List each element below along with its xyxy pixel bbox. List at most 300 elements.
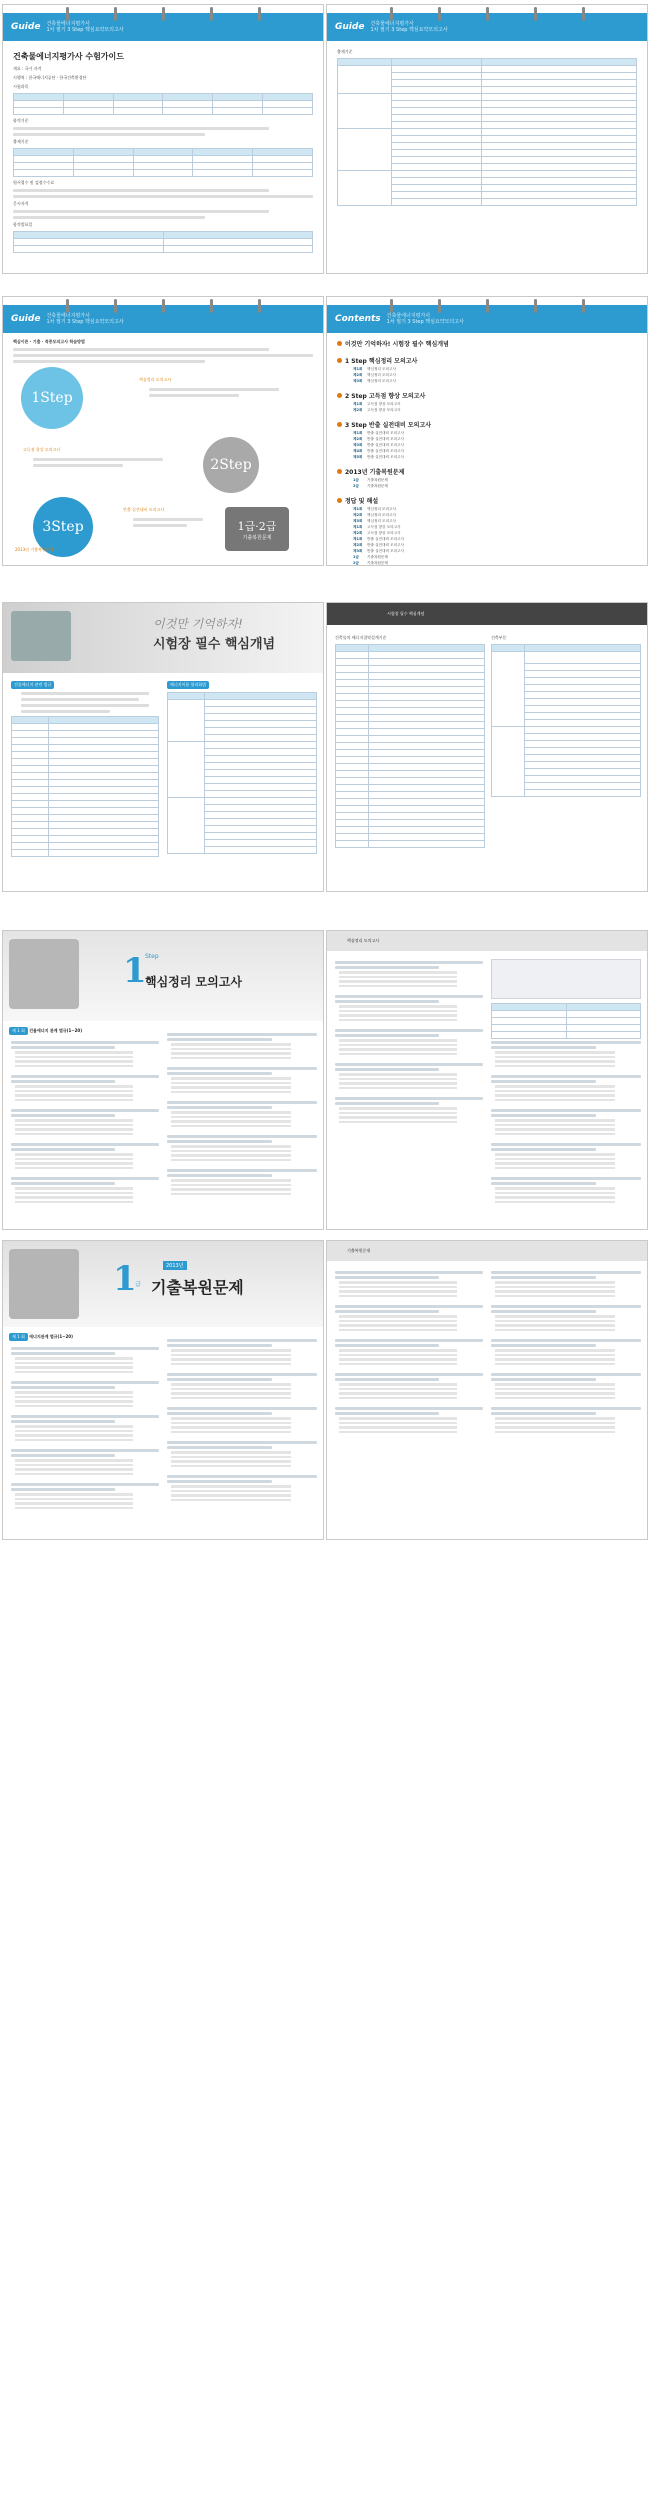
toc-entry[interactable] <box>353 402 621 407</box>
answer-option <box>15 1459 133 1462</box>
step1-circle: 1Step <box>21 367 83 429</box>
answer-option <box>495 1192 615 1195</box>
question-block <box>335 995 483 1021</box>
answer-option <box>15 1391 133 1394</box>
answer-option <box>171 1125 291 1128</box>
question-column <box>491 1041 641 1203</box>
question-block <box>11 1347 159 1373</box>
answer-option <box>15 1425 133 1428</box>
question-block <box>167 1339 317 1365</box>
question-block <box>167 1169 317 1195</box>
toc-entry-number: 제3회 <box>353 443 363 447</box>
toc-entry[interactable] <box>353 431 621 436</box>
toc-entry-number: 제2회 <box>353 437 363 441</box>
answer-option <box>15 1153 133 1156</box>
answer-option <box>171 1422 291 1425</box>
answer-option <box>339 1019 457 1022</box>
section-tag: 건물에너지 관련 법규 <box>11 681 54 689</box>
answer-option <box>339 1295 457 1298</box>
guide-logo: Guide <box>11 22 41 32</box>
toc-entry-title: 핵심정리 모의고사 <box>367 519 396 523</box>
toc-section[interactable] <box>337 339 637 348</box>
answer-option <box>495 1281 615 1284</box>
contents-logo: Contents <box>335 314 381 324</box>
answer-option <box>15 1065 133 1068</box>
answer-option <box>15 1439 133 1442</box>
answer-option <box>171 1388 291 1391</box>
toc-entry[interactable] <box>353 549 621 554</box>
page-past-right <box>326 1240 648 1540</box>
answer-option <box>171 1358 291 1361</box>
toc-entry[interactable] <box>353 373 621 378</box>
answer-option <box>15 1434 133 1437</box>
question-column <box>491 1269 641 1441</box>
answer-table <box>491 1003 641 1039</box>
answer-option <box>171 1145 291 1148</box>
toc-entry-number: 제2회 <box>353 531 363 535</box>
question-column <box>335 1269 483 1441</box>
core-table-3 <box>335 644 485 848</box>
page-core-right <box>326 602 648 892</box>
answer-option <box>339 1320 457 1323</box>
question-block <box>335 1407 483 1433</box>
toc-entry-number: 제5회 <box>353 455 363 459</box>
header-subtitle: 건축물에너지평가사 <box>386 313 431 319</box>
bullet-icon <box>337 498 342 503</box>
toc-section-title: 1 Step 핵심정리 모의고사 <box>345 358 418 365</box>
answer-option <box>339 1044 457 1047</box>
mock-title: 핵심정리 모의고사 <box>145 975 242 989</box>
toc-entry-number: 제1회 <box>353 537 363 541</box>
answer-option <box>15 1119 133 1122</box>
answer-option <box>15 1090 133 1093</box>
answer-option <box>339 1431 457 1434</box>
answer-option <box>15 1094 133 1097</box>
answer-option <box>495 1153 615 1156</box>
toc-entry-title: 핵심정리 모의고사 <box>367 373 396 377</box>
question-block <box>11 1109 159 1135</box>
answer-option <box>495 1201 615 1204</box>
toc-entry[interactable] <box>353 507 621 512</box>
spread-past-exam <box>2 1240 648 1540</box>
answer-option <box>495 1383 615 1386</box>
question-block <box>167 1407 317 1433</box>
answer-option <box>15 1473 133 1476</box>
guide-item: 출제기준 <box>13 139 29 144</box>
answer-option <box>339 1073 457 1076</box>
answer-option <box>495 1315 615 1318</box>
schedule-table <box>13 231 313 253</box>
question-block <box>491 1177 641 1203</box>
question-block <box>335 1063 483 1089</box>
toc-entry-number: 제2회 <box>353 408 363 412</box>
answer-option <box>171 1188 291 1191</box>
question-column <box>11 1345 159 1517</box>
answer-option <box>171 1150 291 1153</box>
answer-option <box>339 1281 457 1284</box>
answer-option <box>171 1193 291 1196</box>
answer-option <box>339 1121 457 1124</box>
answer-option <box>15 1124 133 1127</box>
answer-option <box>171 1077 291 1080</box>
answer-option <box>15 1362 133 1365</box>
answer-option <box>171 1465 291 1468</box>
answer-option <box>15 1158 133 1161</box>
answer-option <box>339 1383 457 1386</box>
toc-section[interactable] <box>337 356 637 365</box>
toc-section[interactable] <box>337 420 637 429</box>
header-subtitle-2: 1차 필기 3 Step 핵심요약모의고사 <box>46 319 124 325</box>
bullet-icon <box>337 358 342 363</box>
answer-option <box>171 1159 291 1162</box>
answer-option <box>339 1112 457 1115</box>
answer-option <box>339 1039 457 1042</box>
toc-entry[interactable] <box>353 449 621 454</box>
toc-entry[interactable] <box>353 555 621 560</box>
question-column <box>167 1031 317 1203</box>
answer-option <box>495 1051 615 1054</box>
question-block <box>491 1407 641 1433</box>
answer-option <box>495 1295 615 1298</box>
question-block <box>491 1109 641 1135</box>
answer-option <box>495 1324 615 1327</box>
table-heading: 건축물의 에너지절약설계기준 <box>335 635 387 640</box>
toc-entry-title: 기출복원문제 <box>367 478 388 482</box>
notice: 합격발표일 <box>13 222 33 227</box>
step-word: Step <box>145 953 159 960</box>
banner-image <box>11 611 71 661</box>
answer-option <box>339 1014 457 1017</box>
toc-entry-number: 2급 <box>353 561 359 565</box>
answer-option <box>495 1187 615 1190</box>
answer-option <box>15 1051 133 1054</box>
toc-entry[interactable] <box>353 478 621 483</box>
answer-option <box>171 1043 291 1046</box>
toc-entry-title: 반출 실전대비 모의고사 <box>367 449 404 453</box>
answer-option <box>339 1315 457 1318</box>
question-block <box>167 1135 317 1161</box>
guide-item: 합격기준 <box>13 118 29 123</box>
answer-option <box>339 985 457 988</box>
toc-section[interactable] <box>337 391 637 400</box>
toc-section[interactable] <box>337 496 637 505</box>
question-block <box>11 1415 159 1441</box>
answer-option <box>495 1290 615 1293</box>
toc-entry-number: 제3회 <box>353 519 363 523</box>
toc-entry-number: 제2회 <box>353 543 363 547</box>
notice: 응시자격 <box>13 201 29 206</box>
answer-option <box>495 1358 615 1361</box>
guide-item: 개요 : 국가 자격 <box>13 66 42 71</box>
answer-option <box>495 1090 615 1093</box>
toc-entry-number: 제2회 <box>353 513 363 517</box>
toc-entry-number: 제1회 <box>353 367 363 371</box>
toc-entry[interactable] <box>353 525 621 530</box>
toc-entry[interactable] <box>353 513 621 518</box>
page-header <box>327 13 647 41</box>
question-block <box>11 1143 159 1169</box>
answer-option <box>15 1430 133 1433</box>
toc-entry-title: 기출복원문제 <box>367 561 388 565</box>
question-block <box>335 961 483 987</box>
bullet-icon <box>337 422 342 427</box>
answer-option <box>171 1383 291 1386</box>
banner-image <box>9 1249 79 1319</box>
answer-option <box>171 1397 291 1400</box>
step-number: 1 <box>123 951 147 991</box>
past-banner <box>3 1241 323 1327</box>
page-contents <box>326 296 648 566</box>
answer-option <box>15 1099 133 1102</box>
answer-option <box>339 1048 457 1051</box>
step2-circle: 2Step <box>203 437 259 493</box>
page-title: 건축물에너지평가사 수험가이드 <box>13 52 124 61</box>
right-header-title: 시험장 필수 핵심개념 <box>387 611 425 616</box>
answer-option <box>15 1400 133 1403</box>
answer-option <box>495 1099 615 1102</box>
answer-option <box>171 1417 291 1420</box>
criteria-table <box>13 148 313 177</box>
page-mock-right <box>326 930 648 1230</box>
toc-entry-number: 제3회 <box>353 549 363 553</box>
answer-option <box>495 1119 615 1122</box>
question-block <box>167 1373 317 1399</box>
answer-option <box>495 1286 615 1289</box>
answer-option <box>495 1392 615 1395</box>
answer-option <box>495 1133 615 1136</box>
question-block <box>167 1033 317 1059</box>
answer-option <box>339 1010 457 1013</box>
answer-option <box>339 1005 457 1008</box>
answer-option <box>339 1324 457 1327</box>
toc-entry[interactable] <box>353 443 621 448</box>
past-title: 기출복원문제 <box>151 1278 244 1297</box>
question-column <box>11 1039 159 1211</box>
toc-entry[interactable] <box>353 367 621 372</box>
toc-entry-number: 1급 <box>353 555 359 559</box>
header-subtitle: 건축물에너지평가사 <box>46 313 90 319</box>
question-block <box>167 1475 317 1501</box>
question-block <box>167 1441 317 1467</box>
page-guide-left <box>2 4 324 274</box>
answer-option <box>171 1354 291 1357</box>
answer-option <box>495 1363 615 1366</box>
spread-steps-contents <box>2 296 648 566</box>
section-title: 건물에너지 관계 법규(1~20) <box>29 1028 83 1033</box>
answer-option <box>15 1162 133 1165</box>
header-subtitle: 건축물에너지평가사 <box>46 21 90 27</box>
question-column <box>167 1337 317 1509</box>
grade-number: 1 <box>113 1259 137 1299</box>
toc-entry[interactable] <box>353 408 621 413</box>
core-table-2 <box>167 692 317 854</box>
core-table-1 <box>11 716 159 857</box>
answer-option <box>495 1124 615 1127</box>
answer-option <box>171 1086 291 1089</box>
toc-entry[interactable] <box>353 379 621 384</box>
answer-option <box>339 1349 457 1352</box>
step1-label: 핵심정리 모의고사 <box>139 377 172 382</box>
toc-entry-title: 반출 실전대비 모의고사 <box>367 431 404 435</box>
light-header <box>327 931 647 951</box>
page-mock-left <box>2 930 324 1230</box>
toc-entry-title: 반출 실전대비 모의고사 <box>367 549 404 553</box>
answer-option <box>171 1120 291 1123</box>
answer-option <box>495 1085 615 1088</box>
answer-option <box>15 1133 133 1136</box>
answer-option <box>15 1128 133 1131</box>
answer-option <box>495 1196 615 1199</box>
answer-option <box>171 1460 291 1463</box>
question-block <box>491 1041 641 1067</box>
toc-entry-title: 반출 실전대비 모의고사 <box>367 537 404 541</box>
question-block <box>11 1381 159 1407</box>
toc-entry-title: 기출복원문제 <box>367 555 388 559</box>
core-banner <box>3 603 323 673</box>
answer-option <box>339 1417 457 1420</box>
page-header <box>3 305 323 333</box>
question-block <box>11 1449 159 1475</box>
toc-entry-title: 반출 실전대비 모의고사 <box>367 455 404 459</box>
answer-option <box>171 1349 291 1352</box>
answer-option <box>15 1507 133 1510</box>
banner-image <box>9 939 79 1009</box>
answer-option <box>495 1128 615 1131</box>
toc-entry-title: 반출 실전대비 모의고사 <box>367 437 404 441</box>
toc-entry[interactable] <box>353 561 621 566</box>
answer-option <box>495 1056 615 1059</box>
toc-entry-number: 제1회 <box>353 507 363 511</box>
page-core-left <box>2 602 324 892</box>
grade-word: 급 <box>135 1281 141 1288</box>
toc-entry-title: 고득점 향상 모의고사 <box>367 402 401 406</box>
spread-core-concepts <box>2 602 648 892</box>
page-past-left <box>2 1240 324 1540</box>
answer-option <box>15 1357 133 1360</box>
toc-entry-number: 제4회 <box>353 449 363 453</box>
bullet-icon <box>337 393 342 398</box>
toc-entry[interactable] <box>353 455 621 460</box>
mock-banner <box>3 931 323 1021</box>
toc-entry-title: 반출 실전대비 모의고사 <box>367 443 404 447</box>
exam-badge-grade: 1급·2급 <box>237 519 277 533</box>
step3-circle: 3Step <box>33 497 93 557</box>
step2-label: 고득점 향상 모의고사 <box>23 447 61 452</box>
answer-option <box>15 1187 133 1190</box>
question-block <box>335 1029 483 1055</box>
answer-option <box>339 1082 457 1085</box>
question-block <box>11 1483 159 1509</box>
answer-option <box>495 1431 615 1434</box>
page-header <box>327 305 647 333</box>
answer-option <box>171 1057 291 1060</box>
answer-option <box>495 1320 615 1323</box>
answer-option <box>171 1179 291 1182</box>
toc-entry[interactable] <box>353 543 621 548</box>
question-block <box>335 1305 483 1331</box>
answer-option <box>171 1184 291 1187</box>
answer-option <box>171 1111 291 1114</box>
answer-option <box>339 1422 457 1425</box>
question-block <box>335 1373 483 1399</box>
right-header-title: 기출복원문제 <box>347 1248 371 1253</box>
toc-entry-title: 기출복원문제 <box>367 484 388 488</box>
header-subtitle-2: 1차 필기 3 Step 핵심요약모의고사 <box>46 27 124 33</box>
answer-option <box>495 1167 615 1170</box>
answer-option <box>339 1087 457 1090</box>
answer-option <box>495 1158 615 1161</box>
answer-option <box>495 1162 615 1165</box>
toc-section-title: 3 Step 반출 실전대비 모의고사 <box>345 422 432 429</box>
notice: 원서접수 및 검정수수료 <box>13 180 55 185</box>
answer-option <box>171 1392 291 1395</box>
banner-title-2: 시험장 필수 핵심개념 <box>153 637 276 652</box>
toc-entry[interactable] <box>353 484 621 489</box>
year-tag: 2013년 <box>163 1261 187 1270</box>
question-block <box>491 1373 641 1399</box>
answer-option <box>171 1451 291 1454</box>
answer-option <box>171 1091 291 1094</box>
answer-option <box>171 1494 291 1497</box>
question-block <box>335 1097 483 1123</box>
answer-option <box>171 1499 291 1502</box>
answer-option <box>15 1167 133 1170</box>
question-block <box>11 1041 159 1067</box>
question-block <box>335 1339 483 1365</box>
bullet-icon <box>337 341 342 346</box>
answer-option <box>15 1192 133 1195</box>
answer-option <box>495 1388 615 1391</box>
answer-option <box>171 1363 291 1366</box>
toc-entry[interactable] <box>353 519 621 524</box>
answer-option <box>495 1060 615 1063</box>
answer-option <box>171 1052 291 1055</box>
toc-entry[interactable] <box>353 531 621 536</box>
right-header-title: 핵심정리 모의고사 <box>347 938 380 943</box>
answer-option <box>15 1371 133 1374</box>
answer-option <box>339 1116 457 1119</box>
answer-option <box>339 1397 457 1400</box>
round-badge: 제 1 회 <box>9 1333 28 1341</box>
answer-option <box>339 1286 457 1289</box>
question-block <box>167 1101 317 1127</box>
question-block <box>11 1177 159 1203</box>
answer-option <box>339 1329 457 1332</box>
spread-mock-exam <box>2 930 648 1230</box>
guide-item: 출제기준 <box>337 49 353 54</box>
bullet-icon <box>337 469 342 474</box>
answer-option <box>339 971 457 974</box>
question-block <box>167 1067 317 1093</box>
answer-option <box>495 1065 615 1068</box>
guide-logo: Guide <box>335 22 365 32</box>
answer-option <box>171 1048 291 1051</box>
toc-entry-number: 2급 <box>353 484 359 488</box>
guide-item: 시험과목 <box>13 84 29 89</box>
question-block <box>335 1271 483 1297</box>
answer-option <box>495 1329 615 1332</box>
toc-entry-number: 제2회 <box>353 373 363 377</box>
answer-option <box>339 1354 457 1357</box>
answer-option <box>339 1363 457 1366</box>
toc-entry[interactable] <box>353 537 621 542</box>
toc-entry-title: 반출 실전대비 모의고사 <box>367 543 404 547</box>
question-block <box>491 1075 641 1101</box>
toc-entry[interactable] <box>353 437 621 442</box>
toc-section[interactable] <box>337 467 637 476</box>
section-title: 에너지관계 법규(1~20) <box>29 1334 73 1339</box>
page-step-guide <box>2 296 324 566</box>
